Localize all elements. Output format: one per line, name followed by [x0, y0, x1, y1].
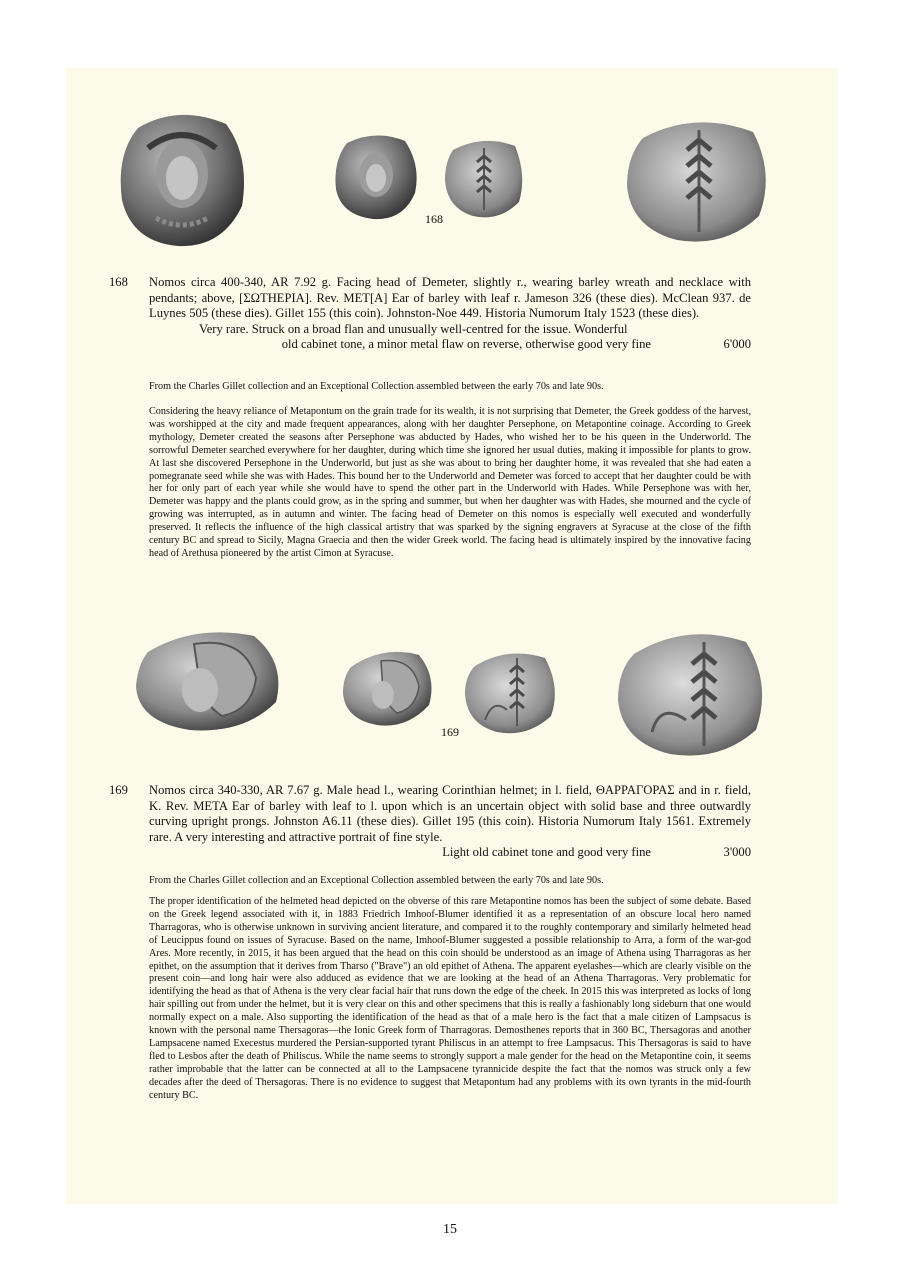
lot-169-provenance: From the Charles Gillet collection and an Exceptional Collection assembled between the early 70s and late 90s.	[149, 875, 604, 886]
lot-168-image-label: 168	[425, 212, 443, 226]
lot-168	[109, 275, 751, 353]
lot-168-essay: Considering the heavy reliance of Metapontum on the grain trade for its wealth, it is not surprising that Demeter, the Greek goddess of the harvest, was worshipped at the city and made frequent appearances, along with her daughter Persephone, on Metapontine coinage. According to Greek mythology, Demeter created the seasons after Persephone was abducted by Hades, who wished her to be his queen in the Underworld. The sorrowful Demeter searched everywhere for her daughter, during which time she ignored her usual duties, making it impossible for plants to grow. At last she discovered Persephone in the Underworld, but just as she was about to bring her daughter home, it was revealed that she had eaten a pomegranate seed while she was with Hades. This bound her to the Underworld and Demeter was forced to accept that her daughter could be with her for only part of each year while she would have to spend the other part in the Underworld with Hades. While Persephone was with her, Demeter was happy and the plants could grow, as in the spring and summer, but when her daughter was with Hades, she mourned and the cycle of growing was interrupted, as in autumn and winter. The facing head of Demeter on this nomos is especially well executed and wonderfully preserved. It reflects the influence of the high classical artistry that was sparked by the signing engravers at Syracuse at the close of the fifth century BC and spread to Sicily, Magna Graecia and then the wider Greek world. The facing head is ultimately inspired by the innovative facing head of Arethusa pioneered by the artist Cimon at Syracuse.	[149, 406, 751, 559]
lot-number: 168	[109, 275, 128, 289]
lot-169-image-label: 169	[441, 725, 459, 739]
lot-condition-row	[109, 337, 751, 353]
lot-price: 3'000	[723, 845, 751, 860]
lot-description: Nomos circa 340-330, AR 7.67 g. Male head l., wearing Corinthian helmet; in l. field, ΘAPPAΓOPAΣ and in r. field, K. Rev. META Ear of barley with leaf to l. upon which is an uncertain object with solid base and three outwardly curving upright prongs. Johnston A6.11 (these dies). Gillet 195 (this coin). Historia Numorum Italy 1561. Extremely rare. A very interesting and attractive portrait of fine style.	[149, 783, 751, 844]
lot-description: Nomos circa 400-340, AR 7.92 g. Facing head of Demeter, slightly r., wearing barley wreath and necklace with pendants; above, [ΣΩTHEPIA]. Rev. MET[A] Ear of barley with leaf r. Jameson 326 (these dies). McClean 937. de Luynes 505 (these dies). Gillet 155 (this coin). Johnston-Noe 449. Historia Numorum Italy 1523 (these dies).	[149, 275, 751, 321]
lot-169-essay: The proper identification of the helmeted head depicted on the obverse of this rare Metapontine nomos has been the subject of some debate. Based on the Greek legend associated with it, in 1883 Friedrich Imhoof-Blumer identified it as a representation of an obscure local hero named Tharragoras, who is otherwise unknown in surviving ancient literature, and compared it to the roughly contemporary and similarly helmeted head of Leucippus found on issues of Syracuse. Based on the name, Imhoof-Blumer suggested a possible relationship to Arra, a form of the war-god Ares. More recently, in 2015, it has been argued that the head on this coin should be understood as an image of Athena using Tharragoras as her epithet, on the assumption that it derives from Tharso ("Brave") an old epithet of Athena. The apparent eyelashes—which are clearly visible on the present coin—and long hair were also adduced as evidence that we are looking at the head of an Athena Tharragoras. Very problematic for identifying the head as that of Athena is the very clear facial hair that runs down the edge of the cheek. In 2015 this was interpreted as locks of long hair spilling out from under the helmet, but it is very clear on this and other specimens that this is really a fashionably long sideburn that one would normally expect on a male. Also supporting the identification of the head as that of a male hero is the fact that a male citizen of Lampsacus is known with the personal name Thersagoras—the Ionic Greek form of Tharragoras. Demosthenes reports that in 360 BC, Thersagoras and another Lampsacene named Execestus murdered the Persian-supported tyrant Philiscus in an attempt to free Lampsacus. This Thersagoras is said to have fled to Lesbos after the death of Philiscus. While the name seems to strongly support a male gender for the head on the Metapontine coin, it seems rather improbable that the latter can be connected at all to the Lampsacene tyrannicide despite the fact that the nomos was struck only a few decades after the deed of Thersagoras. There is no evidence to suggest that Metapontum had any problems with its own tyrants in the mid-fourth century BC.	[149, 896, 751, 1101]
coin-169-obverse-enlarged	[134, 626, 284, 734]
coin-168-reverse-enlarged	[625, 116, 773, 246]
coin-168-obverse	[333, 131, 419, 221]
lot-condition-line2: Light old cabinet tone and good very fine	[442, 845, 651, 860]
coin-169-reverse-enlarged	[616, 628, 770, 760]
lot-condition-row	[109, 845, 751, 861]
coin-169-obverse	[341, 647, 435, 729]
lot-number: 169	[109, 783, 128, 797]
coin-168-reverse	[443, 136, 525, 220]
lot-price: 6'000	[723, 337, 751, 352]
lot-169	[109, 783, 751, 861]
lot-condition-line1: Very rare. Struck on a broad flan and unusually well-centred for the issue. Wonderful	[199, 321, 628, 336]
coin-168-obverse-enlarged	[118, 108, 248, 250]
coin-169-reverse	[463, 648, 559, 736]
lot-168-provenance: From the Charles Gillet collection and an Exceptional Collection assembled between the early 70s and late 90s.	[149, 381, 604, 392]
page-number: 15	[443, 1222, 457, 1237]
lot-condition-line2: old cabinet tone, a minor metal flaw on reverse, otherwise good very fine	[281, 337, 651, 352]
